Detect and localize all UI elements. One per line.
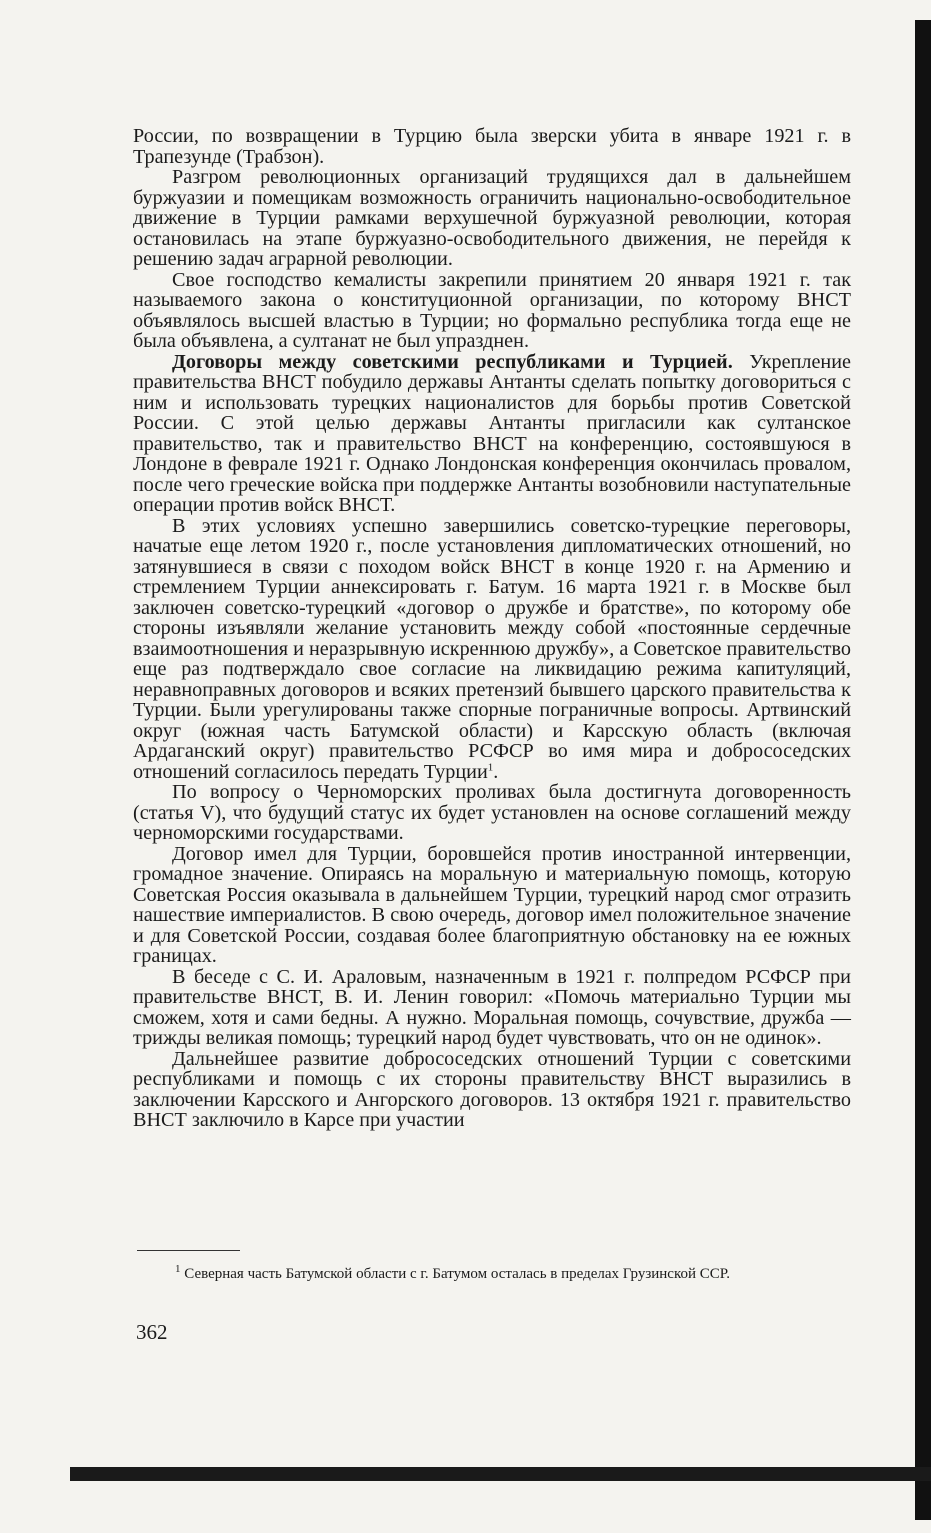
section-heading: Договоры между советскими республиками и Турцией.: [172, 350, 733, 373]
main-text: [133, 126, 851, 1131]
paragraph-text: По вопросу о Черноморских проливах была достигнута договоренность (статья V), что будущий статус их будет установлен на основе соглашений между черноморскими государствами.: [133, 781, 851, 844]
paragraph: [133, 352, 851, 516]
scan-edge-right: [915, 20, 931, 1520]
footnote-marker: 1: [175, 1263, 181, 1275]
paragraph-text: Укрепление правительства ВНСТ побудило державы Антанты сделать попытку договориться с ним и использовать турецких националистов для борьбы против Советской России. С этой целью державы Антанты пригласили как султанское правительство, так и правительство ВНСТ на конференцию, состоявшуюся в Лондоне в феврале 1921 г. Однако Лондонская конференция окончилась провалом, после чего греческие войска при поддержке Антанты возобновили наступательные операции против войск ВНСТ.: [133, 350, 851, 516]
paragraph-text: Разгром революционных организаций трудящихся дал в дальнейшем буржуазии и помещикам возможность ограничить национально-освободительное движение в Турции рамками верхушечной буржуазной революции, которая остановилась на этапе буржуазно-освободительного движения, не перейдя к решению задач аграрной революции.: [133, 166, 851, 270]
footnote-text: Северная часть Батумской области с г. Батумом осталась в пределах Грузинской ССР.: [180, 1266, 730, 1282]
paragraph-text: Дальнейшее развитие добрососедских отношений Турции с советскими республиками и помощь с их стороны правительству ВНСТ выразились в заключении Карсского и Ангорского договоров. 13 октября 1921 г. правительство ВНСТ заключило в Карсе при участии: [133, 1047, 851, 1131]
scan-edge-bottom: [70, 1467, 931, 1481]
paragraph-text: России, по возвращении в Турцию была зверски убита в январе 1921 г. в Трапезунде (Трабзон).: [133, 125, 851, 168]
paragraph: [133, 126, 851, 167]
page-number: 362: [136, 1320, 168, 1344]
paragraph: [133, 167, 851, 270]
paragraph: [133, 782, 851, 844]
paragraph-text: Договор имел для Турции, боровшейся против иностранной интервенции, громадное значение. Опираясь на моральную и материальную помощь, которую Советская Россия оказывала в дальнейшем Турции, турецкий народ смог отразить нашествие империалистов. В свою очередь, договор имел положительное значение и для Советской России, создавая более благоприятную обстановку на ее южных границах.: [133, 842, 851, 967]
footnote-reference: 1: [487, 760, 494, 773]
paragraph: [133, 844, 851, 967]
paragraph-text: В беседе с С. И. Араловым, назначенным в 1921 г. полпредом РСФСР при правительстве ВНСТ, В. И. Ленин говорил: «Помочь материально Турции мы сможем, хотя и сами бедны. А нужно. Моральная помощь, сочувствие, дружба — трижды великая помощь; турецкий народ будет чувствовать, что он не одинок».: [133, 965, 851, 1049]
paragraph-text-tail: .: [493, 760, 499, 783]
paragraph: [133, 516, 851, 783]
footnote-divider: [137, 1250, 240, 1251]
paragraph-text: В этих условиях успешно завершились советско-турецкие переговоры, начатые еще летом 1920 г., после установления дипломатических отношений, но затянувшиеся в связи с походом войск ВНСТ в конце 1920 г. на Армению и стремлением Турции аннексировать г. Батум. 16 марта 1921 г. в Москве был заключен советско-турецкий «договор о дружбе и братстве», по которому обе стороны изъявляли желание установить между собой «постоянные сердечные взаимоотношения и неразрывную искреннюю дружбу», а Советское правительство еще раз подтверждало свое согласие на ликвидацию режима капитуляций, неравноправных договоров и всяких претензий бывшего царского правительства к Турции. Были урегулированы также спорные пограничные вопросы. Артвинский округ (южная часть Батумской области) и Карсскую область (включая Ардаганский округ) правительство РСФСР во имя мира и добрососедских отношений согласилось передать Турции: [133, 514, 851, 783]
paragraph: [133, 967, 851, 1049]
paragraph: [133, 1049, 851, 1131]
paragraph: [133, 270, 851, 352]
footnote: [137, 1263, 853, 1283]
paragraph-text: Свое господство кемалисты закрепили принятием 20 января 1921 г. так называемого закона о конституционной организации, по которому ВНСТ объявлялось высшей властью в Турции; но формально республика тогда еще не была объявлена, а султанат не был упразднен.: [133, 268, 851, 352]
